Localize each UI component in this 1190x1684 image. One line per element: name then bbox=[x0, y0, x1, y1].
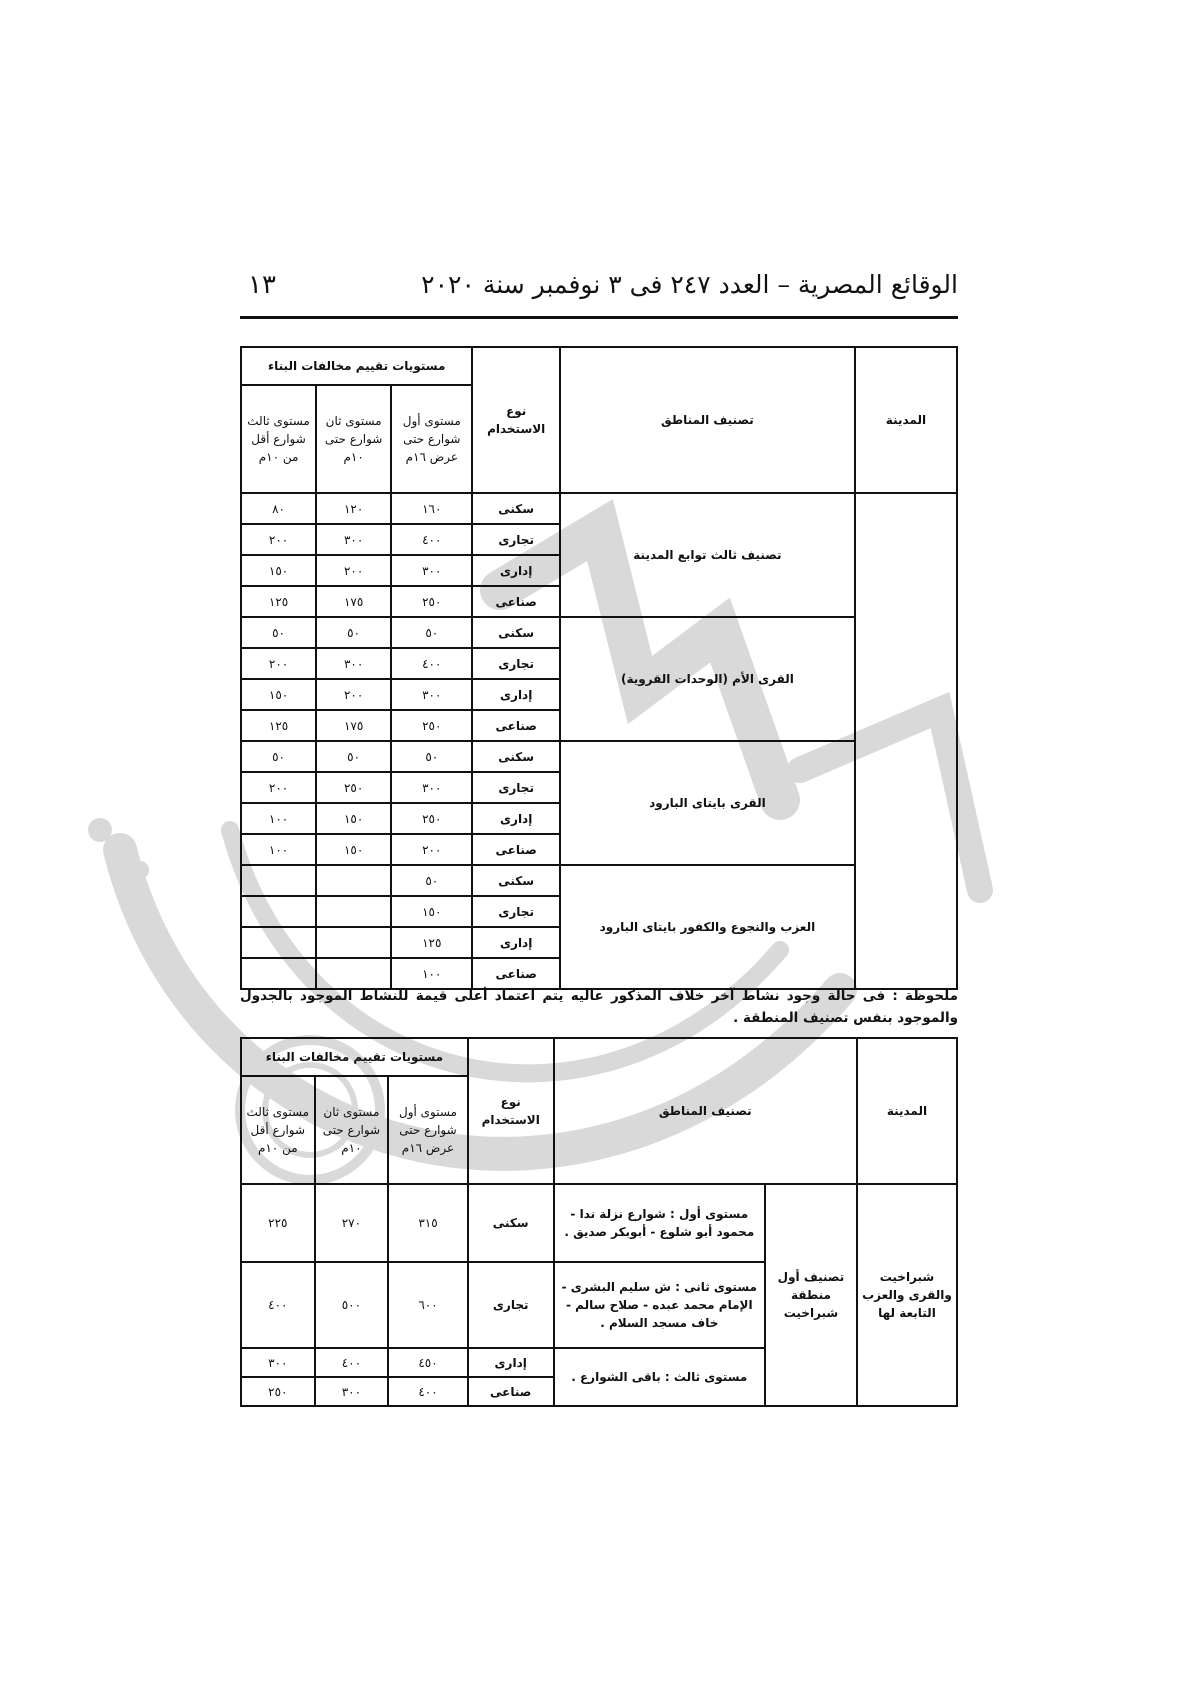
city-cell bbox=[855, 493, 957, 989]
level-1-value: ٤٠٠ bbox=[388, 1377, 468, 1406]
usage-cell: إدارى bbox=[472, 803, 560, 834]
level-3-value: ٥٠ bbox=[241, 741, 316, 772]
header-levels: مستويات تقييم مخالفات البناء bbox=[241, 347, 472, 385]
level-1-value: ٣٠٠ bbox=[391, 679, 472, 710]
level-2-value: ٢٧٠ bbox=[315, 1184, 389, 1262]
table-row bbox=[241, 865, 957, 896]
table-row bbox=[241, 1184, 957, 1262]
usage-cell: تجارى bbox=[472, 896, 560, 927]
table-fees-2 bbox=[240, 1037, 958, 1407]
usage-cell: إدارى bbox=[468, 1348, 554, 1377]
gazette-title: الوقائع المصرية – العدد ٢٤٧ فى ٣ نوفمبر سنة ٢٠٢٠ bbox=[421, 270, 958, 299]
level-2-value bbox=[316, 896, 391, 927]
level-3-value: ٨٠ bbox=[241, 493, 316, 524]
level-2-value bbox=[316, 865, 391, 896]
header-level-1: مستوى أول شوارع حتى عرض ١٦م bbox=[388, 1076, 468, 1184]
level-1-value: ٢٥٠ bbox=[391, 710, 472, 741]
level-2-value: ٣٠٠ bbox=[316, 524, 391, 555]
level-2-value bbox=[316, 927, 391, 958]
usage-cell: تجارى bbox=[472, 772, 560, 803]
level-2-value: ١٥٠ bbox=[316, 803, 391, 834]
page-number: ١٣ bbox=[248, 270, 276, 300]
table-fees-1 bbox=[240, 346, 958, 990]
level-3-value: ٢٠٠ bbox=[241, 648, 316, 679]
usage-cell: صناعى bbox=[472, 834, 560, 865]
zone-cell: القرى الأم (الوحدات القروية) bbox=[560, 617, 855, 741]
level-1-value: ٣١٥ bbox=[388, 1184, 468, 1262]
header-zones: تصنيف المناطق bbox=[554, 1038, 857, 1184]
header-city: المدينة bbox=[855, 347, 957, 493]
level-3-value: ١٢٥ bbox=[241, 710, 316, 741]
level-3-value bbox=[241, 896, 316, 927]
usage-cell: صناعى bbox=[472, 958, 560, 989]
usage-cell: سكنى bbox=[472, 617, 560, 648]
level-2-value: ٢٠٠ bbox=[316, 679, 391, 710]
table1-body bbox=[241, 493, 957, 989]
level-2-value: ٢٠٠ bbox=[316, 555, 391, 586]
usage-cell: سكنى bbox=[472, 493, 560, 524]
table-row bbox=[241, 617, 957, 648]
level-3-value bbox=[241, 958, 316, 989]
usage-cell: إدارى bbox=[472, 927, 560, 958]
header-level-3: مستوى ثالث شوارع أقل من ١٠م bbox=[241, 385, 316, 493]
level-1-value: ١٠٠ bbox=[391, 958, 472, 989]
level-3-value: ١٥٠ bbox=[241, 679, 316, 710]
usage-cell: تجارى bbox=[472, 648, 560, 679]
level-3-value: ٥٠ bbox=[241, 617, 316, 648]
header-levels: مستويات تقييم مخالفات البناء bbox=[241, 1038, 468, 1076]
level-3-value: ١٠٠ bbox=[241, 834, 316, 865]
level-2-value: ٥٠ bbox=[316, 741, 391, 772]
level-3-value bbox=[241, 927, 316, 958]
level-2-value: ٤٠٠ bbox=[315, 1348, 389, 1377]
level-1-value: ١٦٠ bbox=[391, 493, 472, 524]
header-zones: تصنيف المناطق bbox=[560, 347, 855, 493]
level-3-value: ٢٢٥ bbox=[241, 1184, 315, 1262]
zone-cell: القرى بايتاى البارود bbox=[560, 741, 855, 865]
area-level-3: مستوى ثالث : باقى الشوارع . bbox=[554, 1348, 765, 1406]
level-1-value: ١٥٠ bbox=[391, 896, 472, 927]
zone-cell: تصنيف أول منطقة شبراخيت bbox=[765, 1184, 857, 1406]
level-3-value: ١٥٠ bbox=[241, 555, 316, 586]
level-3-value: ٢٠٠ bbox=[241, 772, 316, 803]
header-city: المدينة bbox=[857, 1038, 957, 1184]
table-row bbox=[241, 493, 957, 524]
usage-cell: إدارى bbox=[472, 555, 560, 586]
usage-cell: إدارى bbox=[472, 679, 560, 710]
level-3-value: ١٠٠ bbox=[241, 803, 316, 834]
city-cell: شبراخيت والقرى والعزب التابعة لها bbox=[857, 1184, 957, 1406]
usage-cell: تجارى bbox=[468, 1262, 554, 1348]
area-level-1: مستوى أول : شوارع نزلة ندا - محمود أبو شلوع - أبوبكر صديق . bbox=[554, 1184, 765, 1262]
level-3-value: ٢٠٠ bbox=[241, 524, 316, 555]
level-3-value: ٣٠٠ bbox=[241, 1348, 315, 1377]
level-1-value: ٤٠٠ bbox=[391, 648, 472, 679]
level-3-value: ٤٠٠ bbox=[241, 1262, 315, 1348]
header-level-2: مستوى ثان شوارع حتى ١٠م bbox=[316, 385, 391, 493]
level-1-value: ٣٠٠ bbox=[391, 772, 472, 803]
header-usage: نوع الاستخدام bbox=[468, 1038, 554, 1184]
usage-cell: سكنى bbox=[468, 1184, 554, 1262]
usage-cell: سكنى bbox=[472, 741, 560, 772]
usage-cell: صناعى bbox=[472, 710, 560, 741]
page-header bbox=[240, 268, 958, 319]
area-level-2: مستوى ثانى : ش سليم البشرى - الإمام محمد عبده - صلاح سالم - خاف مسجد السلام . bbox=[554, 1262, 765, 1348]
header-level-3: مستوى ثالث شوارع أقل من ١٠م bbox=[241, 1076, 315, 1184]
table-row bbox=[241, 741, 957, 772]
level-1-value: ٢٥٠ bbox=[391, 586, 472, 617]
table2-body bbox=[241, 1184, 957, 1406]
level-2-value: ٣٠٠ bbox=[315, 1377, 389, 1406]
level-1-value: ٣٠٠ bbox=[391, 555, 472, 586]
usage-cell: صناعى bbox=[468, 1377, 554, 1406]
level-3-value: ١٢٥ bbox=[241, 586, 316, 617]
level-2-value: ٣٠٠ bbox=[316, 648, 391, 679]
level-2-value: ٥٠ bbox=[316, 617, 391, 648]
zone-cell: تصنيف ثالث توابع المدينة bbox=[560, 493, 855, 617]
header-usage: نوع الاستخدام bbox=[472, 347, 560, 493]
level-1-value: ٥٠ bbox=[391, 617, 472, 648]
level-2-value bbox=[316, 958, 391, 989]
level-3-value bbox=[241, 865, 316, 896]
level-2-value: ١٧٥ bbox=[316, 710, 391, 741]
header-level-1: مستوى أول شوارع حتى عرض ١٦م bbox=[391, 385, 472, 493]
level-1-value: ٢٥٠ bbox=[391, 803, 472, 834]
level-1-value: ٤٥٠ bbox=[388, 1348, 468, 1377]
level-1-value: ١٢٥ bbox=[391, 927, 472, 958]
level-2-value: ١٢٠ bbox=[316, 493, 391, 524]
footnote: ملحوظة : فى حالة وجود نشاط آخر خلاف المذكور عاليه يتم اعتماد أعلى قيمة للنشاط الموجود بالجدول والموجود بنفس تصنيف المنطقة . bbox=[240, 988, 958, 1026]
level-2-value: ١٧٥ bbox=[316, 586, 391, 617]
zone-cell: العزب والنجوع والكفور بايتاى البارود bbox=[560, 865, 855, 989]
level-2-value: ٢٥٠ bbox=[316, 772, 391, 803]
level-1-value: ٢٠٠ bbox=[391, 834, 472, 865]
level-2-value: ١٥٠ bbox=[316, 834, 391, 865]
level-1-value: ٥٠ bbox=[391, 741, 472, 772]
usage-cell: تجارى bbox=[472, 524, 560, 555]
level-3-value: ٢٥٠ bbox=[241, 1377, 315, 1406]
usage-cell: سكنى bbox=[472, 865, 560, 896]
level-1-value: ٤٠٠ bbox=[391, 524, 472, 555]
usage-cell: صناعى bbox=[472, 586, 560, 617]
level-2-value: ٥٠٠ bbox=[315, 1262, 389, 1348]
level-1-value: ٦٠٠ bbox=[388, 1262, 468, 1348]
level-1-value: ٥٠ bbox=[391, 865, 472, 896]
header-level-2: مستوى ثان شوارع حتى ١٠م bbox=[315, 1076, 389, 1184]
